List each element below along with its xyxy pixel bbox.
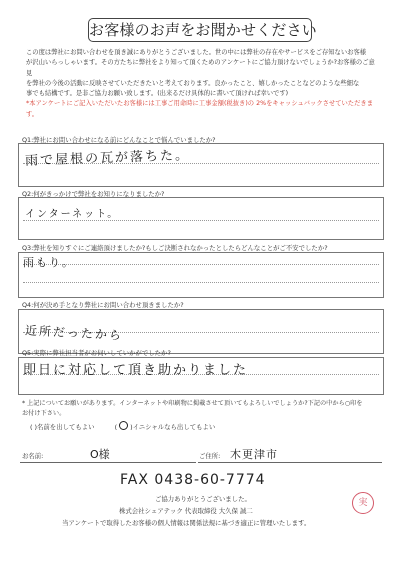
intro-line: が沢山いらっしゃいます。その方たちに弊社をより知って頂くためのアンケートにご協力頂けないでしょうか?お客様のご意見 [26, 59, 375, 77]
intro-text [26, 48, 376, 120]
answer-5-text: 即日に対応して頂き助かりました [23, 363, 249, 378]
option-initial-label: )イニシャルなら出してもよい [130, 423, 216, 431]
question-1-label: Q1:弊社にお問い合わせになる前にどんなことで悩んでいましたか? [22, 136, 216, 144]
answer-3-text: 雨もり。 [23, 256, 75, 269]
question-3-label: Q3:弊社を知りすぐにご連絡頂けましたか?もしご決断されなかったとしたらどんなことがご不安でしたか? [22, 244, 328, 252]
writing-line [23, 264, 379, 265]
answer-5-box[interactable] [18, 357, 384, 395]
answer-4-text: 近所だったから [24, 323, 124, 343]
answer-1-box[interactable] [18, 143, 384, 187]
permission-text [22, 399, 382, 419]
privacy-notice: 当アンケートで取得したお客様の個人情報は関係法規に基づき適正に管理いたします。 [62, 519, 311, 527]
cashback-note: *本アンケートにご記入いただいたお客様には工事ご用命時に工事金額(税抜き)の 2%をキャッシュバックさせていただきます。 [26, 100, 373, 118]
question-2-label: Q2:何がきっかけで弊社をお知りになりましたか? [22, 190, 165, 198]
seal-stamp: 実 [352, 492, 374, 514]
address-value: 木更津市 [230, 448, 278, 461]
option-name-allowed[interactable]: ( )名前を出してもよい [30, 423, 95, 431]
answer-3-box[interactable] [18, 252, 384, 298]
fax-number: FAX 0438-60-7774 [120, 472, 266, 488]
circle-mark-icon [119, 421, 128, 430]
page-title: お客様のお声をお聞かせください [88, 18, 312, 42]
intro-line: 事でも結構です。是非ご協力お願い致します。(出来るだけ具体的に書いて頂ければ幸いです) [26, 90, 289, 98]
answer-2-box[interactable] [18, 197, 384, 240]
question-4-label: Q4:何が決め手となり弊社にお問い合わせ頂きましたか? [22, 301, 184, 309]
answer-2-text: インターネット。 [25, 209, 120, 220]
permission-line: お付け下さい。 [22, 410, 66, 417]
option-initial-allowed[interactable]: ( )イニシャルなら出してもよい [114, 423, 216, 431]
answer-1-text: 雨で屋根の瓦が落ちた。 [24, 148, 191, 169]
name-label: お名前: [22, 452, 44, 460]
name-value: O様 [90, 448, 110, 461]
address-label: ご住所: [199, 452, 221, 460]
permission-options [30, 421, 215, 431]
company-text: 株式会社シェアテック 代表取締役 大久保 誠二 [119, 507, 253, 515]
name-underline [20, 462, 196, 463]
address-underline [198, 462, 382, 463]
writing-line [23, 220, 379, 221]
question-5-label: Q5:実際に弊社担当者がお伺いしていかがでしたか? [22, 349, 171, 357]
thanks-text: ご協力ありがとうございました。 [155, 495, 251, 503]
writing-line [23, 282, 379, 283]
intro-line: この度は弊社にお問い合わせを頂き誠にありがとうございました。世の中には弊社の存在やサービスをご存知ないお客様 [26, 49, 367, 56]
permission-line: * 上記についてお願いがあります。インターネットや印刷物に掲載させて頂いてもよろしいでしょうか?下記の中から○印を [22, 400, 363, 407]
intro-line: を弊社の今後の活動に反映させていただきたいと考えております。良かったこと、嬉しかったことなどのような些細な [26, 79, 360, 87]
